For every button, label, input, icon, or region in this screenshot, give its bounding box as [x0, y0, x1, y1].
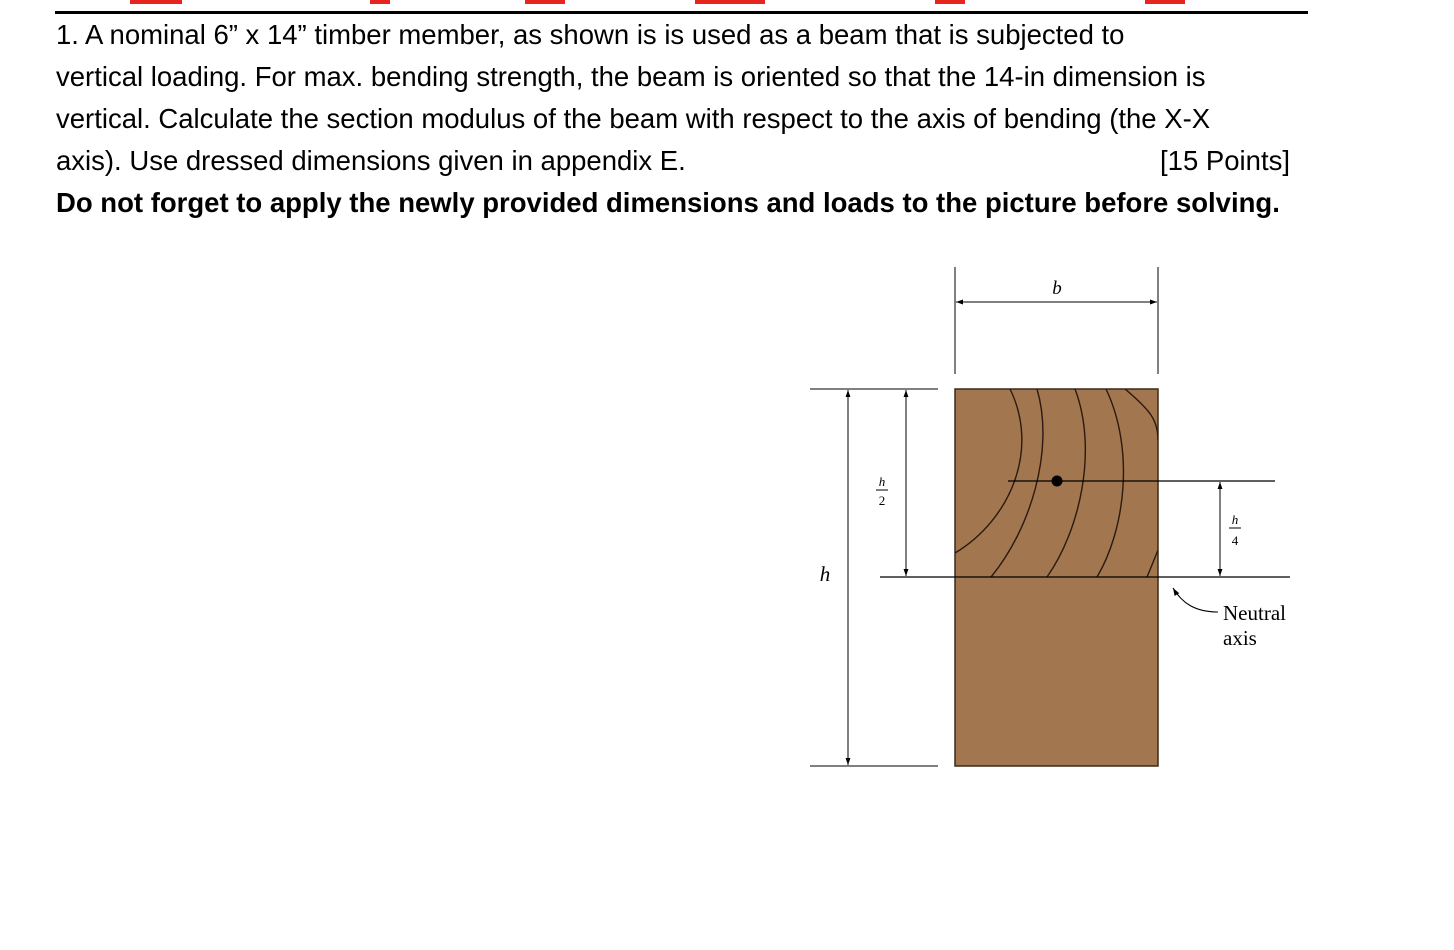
points-label: [15 Points]: [1160, 145, 1290, 176]
question-line-4-text: axis). Use dressed dimensions given in appendix E.: [56, 145, 686, 176]
neutral-axis-label-line2: axis: [1223, 626, 1257, 650]
question-line-1: 1. A nominal 6” x 14” timber member, as shown is is used as a beam that is subjected to: [56, 19, 1125, 50]
neutral-axis-label-line1: Neutral: [1223, 601, 1286, 625]
label-b: b: [1052, 278, 1062, 299]
question-line-2: vertical loading. For max. bending strength, the beam is oriented so that the 14-in dimension is: [56, 61, 1206, 92]
label-h: h: [819, 562, 831, 586]
neutral-axis-leader: [1173, 588, 1218, 612]
label-h-quarter-numerator: h: [1231, 512, 1239, 527]
label-h-quarter-denominator: 4: [1231, 533, 1239, 548]
label-h-half-denominator: 2: [878, 493, 886, 508]
question-line-3: vertical. Calculate the section modulus of the beam with respect to the axis of bending (the X-X: [56, 103, 1211, 134]
solving-note: Do not forget to apply the newly provided dimensions and loads to the picture before solving.: [56, 187, 1280, 218]
element-point-dot: [1052, 476, 1063, 487]
label-h-half-numerator: h: [878, 474, 886, 489]
